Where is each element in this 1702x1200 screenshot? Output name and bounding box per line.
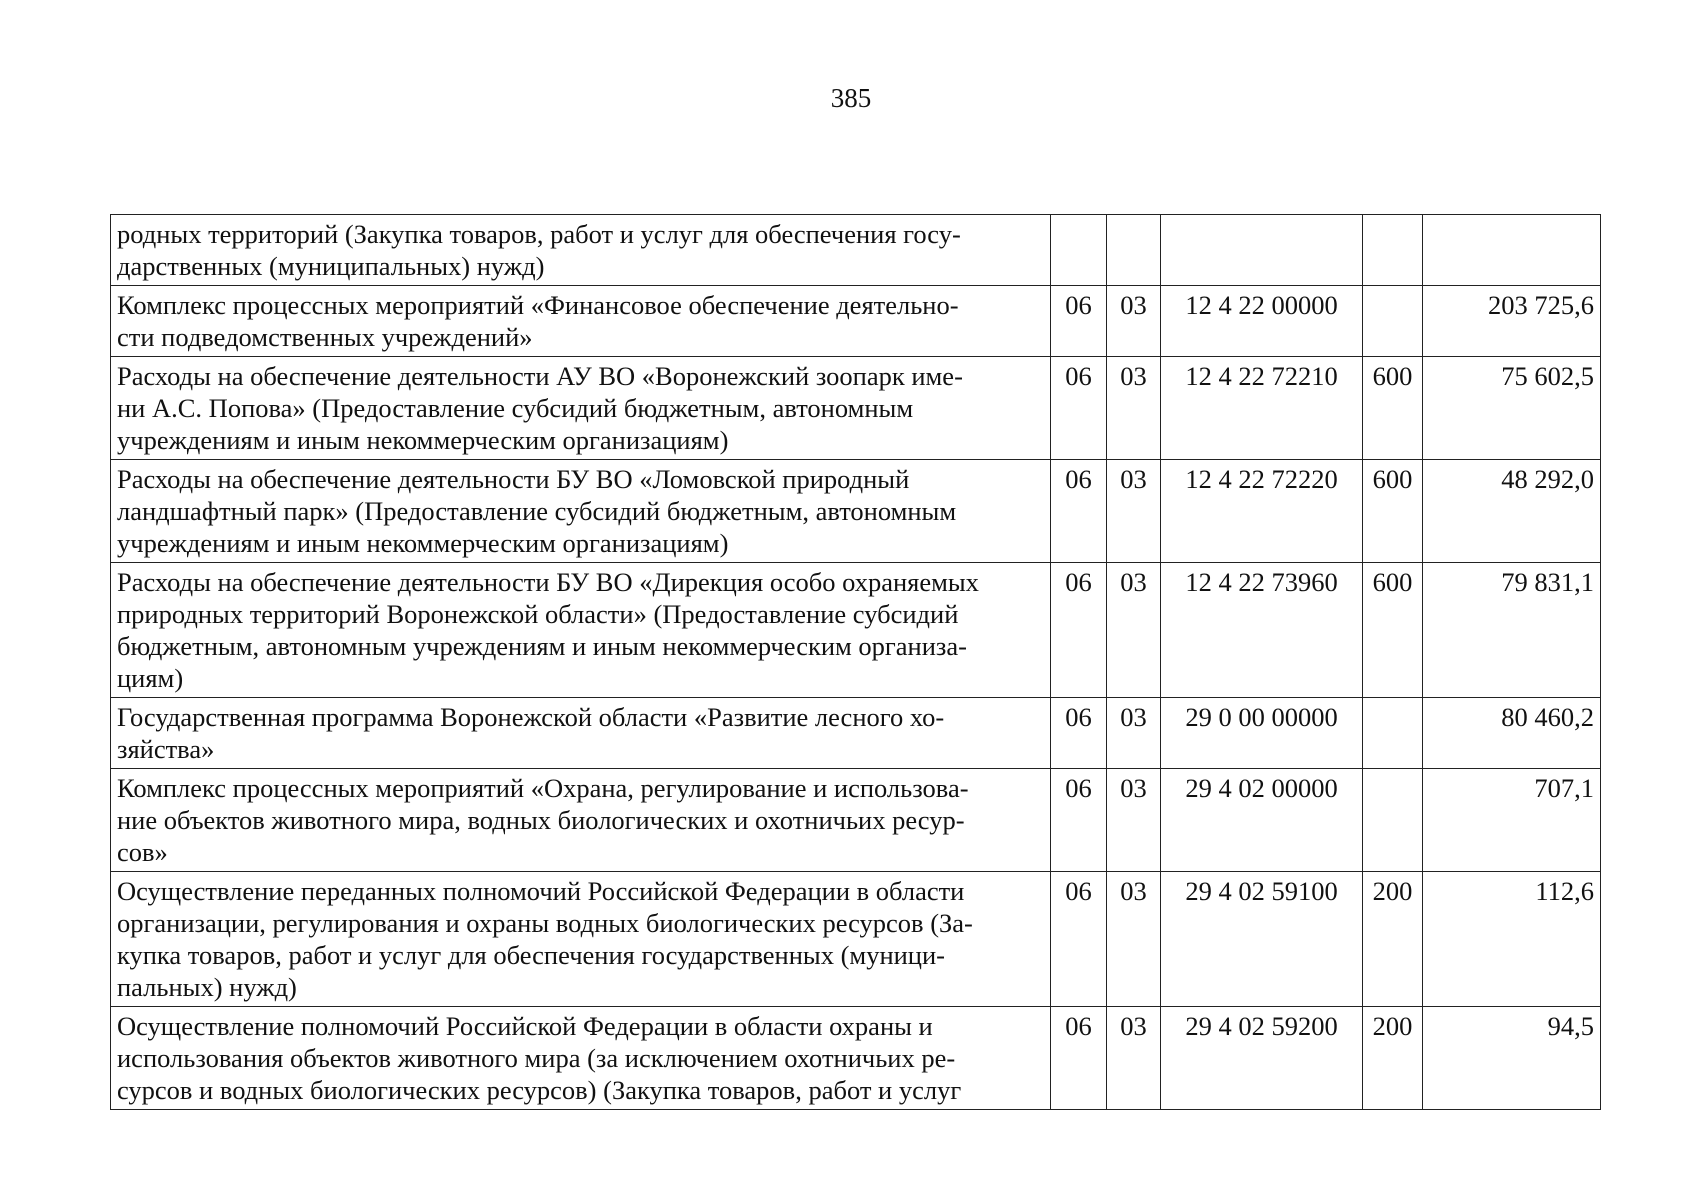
budget-table	[110, 214, 1601, 1110]
table-row	[111, 286, 1601, 357]
amount-cell: 48 292,0	[1423, 460, 1601, 563]
expense-type-cell: 200	[1363, 1007, 1423, 1110]
row-name-line: Комплекс процессных мероприятий «Охрана, регулирование и использова-	[117, 773, 969, 803]
row-name-cell	[111, 769, 1051, 872]
row-name-line: природных территорий Воронежской области» (Предоставление субсидий	[117, 599, 959, 629]
target-article-cell: 29 4 02 00000	[1161, 769, 1363, 872]
row-name-line: бюджетным, автономным учреждениям и иным некоммерческим организа-	[117, 631, 967, 661]
row-name-cell	[111, 357, 1051, 460]
row-name-line: ние объектов животного мира, водных биологических и охотничьих ресур-	[117, 805, 965, 835]
row-name-line: Расходы на обеспечение деятельности БУ ВО «Ломовской природный	[117, 464, 910, 494]
section-code-cell: 06	[1051, 460, 1107, 563]
amount-cell	[1423, 215, 1601, 286]
row-name-cell	[111, 563, 1051, 698]
section-code-cell: 06	[1051, 769, 1107, 872]
expense-type-cell	[1363, 698, 1423, 769]
row-name-line: сти подведомственных учреждений»	[117, 322, 533, 352]
table-row	[111, 460, 1601, 563]
target-article-cell: 29 4 02 59100	[1161, 872, 1363, 1007]
row-name-line: Комплекс процессных мероприятий «Финансовое обеспечение деятельно-	[117, 290, 959, 320]
row-name-line: сурсов и водных биологических ресурсов) (Закупка товаров, работ и услуг	[117, 1075, 962, 1105]
row-name-line: родных территорий (Закупка товаров, работ и услуг для обеспечения госу-	[117, 219, 961, 249]
target-article-cell	[1161, 215, 1363, 286]
amount-cell: 94,5	[1423, 1007, 1601, 1110]
amount-cell: 112,6	[1423, 872, 1601, 1007]
section-code-cell: 06	[1051, 1007, 1107, 1110]
expense-type-cell: 600	[1363, 357, 1423, 460]
row-name-line: дарственных (муниципальных) нужд)	[117, 251, 545, 281]
section-code-cell: 06	[1051, 286, 1107, 357]
row-name-line: Расходы на обеспечение деятельности АУ ВО «Воронежский зоопарк име-	[117, 361, 963, 391]
target-article-cell: 12 4 22 73960	[1161, 563, 1363, 698]
amount-cell: 80 460,2	[1423, 698, 1601, 769]
table-row	[111, 563, 1601, 698]
row-name-line: использования объектов животного мира (за исключением охотничьих ре-	[117, 1043, 956, 1073]
row-name-cell	[111, 872, 1051, 1007]
expense-type-cell	[1363, 215, 1423, 286]
amount-cell: 707,1	[1423, 769, 1601, 872]
row-name-line: Осуществление полномочий Российской Федерации в области охраны и	[117, 1011, 933, 1041]
row-name-line: Государственная программа Воронежской области «Развитие лесного хо-	[117, 702, 945, 732]
row-name-cell	[111, 460, 1051, 563]
expense-type-cell: 600	[1363, 563, 1423, 698]
subsection-code-cell: 03	[1107, 286, 1161, 357]
subsection-code-cell: 03	[1107, 1007, 1161, 1110]
row-name-line: сов»	[117, 837, 168, 867]
amount-cell: 203 725,6	[1423, 286, 1601, 357]
subsection-code-cell: 03	[1107, 698, 1161, 769]
row-name-line: купка товаров, работ и услуг для обеспечения государственных (муници-	[117, 940, 945, 970]
table-row	[111, 769, 1601, 872]
table-row	[111, 872, 1601, 1007]
row-name-line: зяйства»	[117, 734, 215, 764]
section-code-cell: 06	[1051, 563, 1107, 698]
row-name-line: ни А.С. Попова» (Предоставление субсидий бюджетным, автономным	[117, 393, 914, 423]
target-article-cell: 29 4 02 59200	[1161, 1007, 1363, 1110]
subsection-code-cell	[1107, 215, 1161, 286]
row-name-line: Расходы на обеспечение деятельности БУ ВО «Дирекция особо охраняемых	[117, 567, 979, 597]
row-name-line: Осуществление переданных полномочий Российской Федерации в области	[117, 876, 965, 906]
row-name-cell	[111, 286, 1051, 357]
target-article-cell: 12 4 22 72210	[1161, 357, 1363, 460]
subsection-code-cell: 03	[1107, 357, 1161, 460]
row-name-line: циям)	[117, 663, 184, 693]
target-article-cell: 12 4 22 00000	[1161, 286, 1363, 357]
row-name-cell	[111, 215, 1051, 286]
expense-type-cell: 600	[1363, 460, 1423, 563]
section-code-cell	[1051, 215, 1107, 286]
row-name-line: ландшафтный парк» (Предоставление субсидий бюджетным, автономным	[117, 496, 957, 526]
table-row	[111, 215, 1601, 286]
amount-cell: 75 602,5	[1423, 357, 1601, 460]
row-name-line: организации, регулирования и охраны водных биологических ресурсов (За-	[117, 908, 973, 938]
row-name-line: пальных) нужд)	[117, 972, 297, 1002]
subsection-code-cell: 03	[1107, 769, 1161, 872]
subsection-code-cell: 03	[1107, 872, 1161, 1007]
section-code-cell: 06	[1051, 698, 1107, 769]
expense-type-cell	[1363, 769, 1423, 872]
subsection-code-cell: 03	[1107, 563, 1161, 698]
expense-type-cell	[1363, 286, 1423, 357]
subsection-code-cell: 03	[1107, 460, 1161, 563]
section-code-cell: 06	[1051, 357, 1107, 460]
budget-table-body	[111, 215, 1601, 1110]
page-number: 385	[830, 83, 872, 113]
section-code-cell: 06	[1051, 872, 1107, 1007]
row-name-line: учреждениям и иным некоммерческим организациям)	[117, 528, 729, 558]
target-article-cell: 29 0 00 00000	[1161, 698, 1363, 769]
expense-type-cell: 200	[1363, 872, 1423, 1007]
table-row	[111, 1007, 1601, 1110]
row-name-cell	[111, 1007, 1051, 1110]
table-row	[111, 357, 1601, 460]
target-article-cell: 12 4 22 72220	[1161, 460, 1363, 563]
amount-cell: 79 831,1	[1423, 563, 1601, 698]
table-row	[111, 698, 1601, 769]
row-name-cell	[111, 698, 1051, 769]
row-name-line: учреждениям и иным некоммерческим организациям)	[117, 425, 729, 455]
